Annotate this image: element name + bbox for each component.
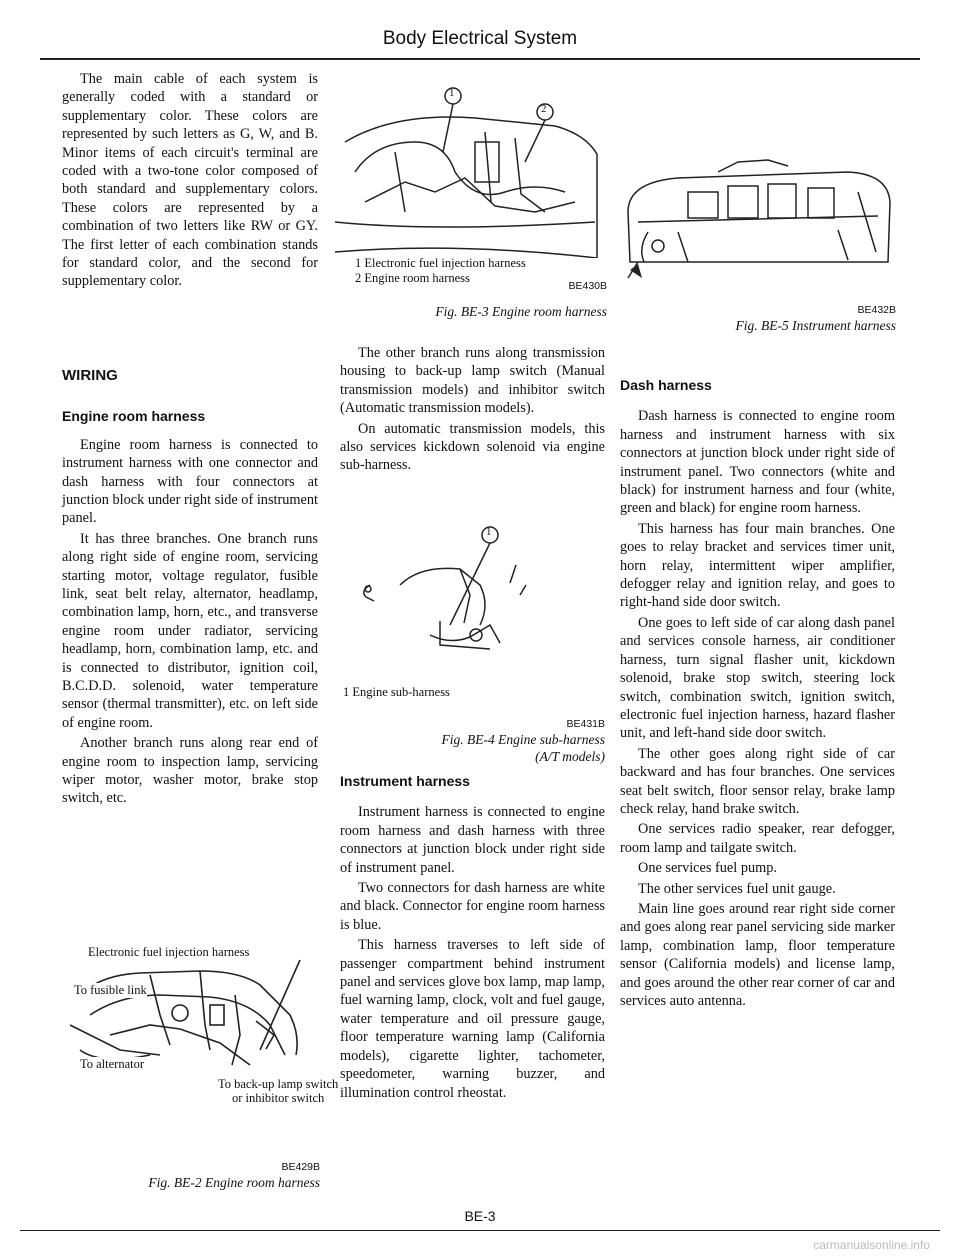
dash-paragraph-2: This harness has four main branches. One goes to relay bracket and services timer unit, horn relay, intermittent wiper amplifier, defogger relay and ignition relay, and goes to right-hand side door switch. <box>620 520 895 611</box>
figure-be-4-code: BE431B <box>566 718 605 730</box>
header-rule <box>40 58 920 60</box>
footer-watermark: carmanualsonline.info <box>813 1238 930 1252</box>
engine-sub-harness-drawing <box>340 525 605 675</box>
dash-paragraph-4: The other goes along right side of car backward and has four branches. One services seat belt switch, floor sensor relay, brake lamp check relay, hand brake switch. <box>620 745 895 817</box>
alternator-label: To alternator <box>80 1057 145 1071</box>
instrument-harness-drawing <box>618 152 896 282</box>
other-branch-paragraph: The other branch runs along transmission housing to back-up lamp switch (Manual transmission models) and inhibitor switch (Automatic transmission models). <box>340 345 605 417</box>
figure-be-5-caption: Fig. BE-5 Instrument harness <box>735 318 896 333</box>
page-number: BE-3 <box>464 1208 496 1224</box>
engine-room-paragraph-3: Another branch runs along rear end of engine room to inspection lamp, servicing wiper motor, washer motor, brake stop switch, etc. <box>62 735 318 807</box>
intro-paragraph: The main cable of each system is generally coded with a standard or supplementary color. These colors are represented by such letters as G, W, and B. Minor items of each circuit's terminal are coded with a two-tone color composed of both standard and supplementary colors. These colors are represented by a combination of two letters like RW or GY. The first letter of each combination stands for standard color, and the second for supplementary color. <box>62 71 318 290</box>
left-column <box>62 70 318 810</box>
figure-be-4-caption-line-1: Fig. BE-4 Engine sub-harness <box>441 732 605 747</box>
instrument-paragraph-1: Instrument harness is connected to engine room harness and dash harness with three connectors at junction block under right side of instrument panel. <box>340 804 605 876</box>
figure-be-3-caption: Fig. BE-3 Engine room harness <box>435 304 607 319</box>
dash-paragraph-1: Dash harness is connected to engine room harness and instrument harness with six connectors at junction block under right side of instrument panel. Two connectors (white and black) for instrument harness and four (white, green and black) for engine room harness. <box>620 408 895 517</box>
efi-harness-label: Electronic fuel injection harness <box>88 945 250 959</box>
engine-room-heading: Engine room harness <box>62 408 206 425</box>
page-header: Body Electrical System <box>382 28 578 49</box>
figure-be-4-marker-1: 1 <box>486 526 492 538</box>
middle-column-lower <box>340 772 605 1104</box>
engine-room-paragraph-2: It has three branches. One branch runs along right side of engine room, servicing starting motor, voltage regulator, fusible link, seat belt relay, alternator, headlamp, combination lamp, horn, etc., and transverse engine room under radiator, servicing headlamp, horn, combination lamp, etc. and is connected to distributor, ignition coil, B.C.D.D. solenoid, water temperature sensor (thermal transmitter), etc. on left side of engine room. <box>62 530 318 731</box>
backup-lamp-label-line-2: or inhibitor switch <box>231 1091 325 1105</box>
middle-column-upper <box>340 344 605 477</box>
figure-be-2 <box>60 945 339 1190</box>
dash-paragraph-6: One services fuel pump. <box>638 860 777 877</box>
legend-item-efi: 1 Electronic fuel injection harness <box>355 256 526 270</box>
backup-lamp-label-line-1: To back-up lamp switch <box>218 1077 339 1091</box>
figure-be-2-code: BE429B <box>281 1161 320 1173</box>
figure-be-3-legend <box>355 256 526 286</box>
figure-be-4-caption-line-2: (A/T models) <box>535 749 605 764</box>
dash-paragraph-7: The other services fuel unit gauge. <box>638 880 836 897</box>
figure-be-3 <box>335 82 607 324</box>
figure-be-5 <box>618 152 896 334</box>
instrument-paragraph-2: Two connectors for dash harness are white and black. Connector for engine room harness is blue. <box>340 880 605 933</box>
figure-be-4-legend: 1 Engine sub-harness <box>343 685 450 699</box>
right-column <box>620 376 895 1012</box>
instrument-paragraph-3: This harness traverses to left side of passenger compartment behind instrument panel and services glove box lamp, map lamp, fuel warning lamp, clock, volt and fuel gauge, water temperature and oil pressure gauge, floor temperature warning lamp (California models), cigarette lighter, tachometer, speedometer, warning buzzer, and illumination control rheostat. <box>340 937 605 1101</box>
fusible-link-label: To fusible link <box>74 983 147 997</box>
dash-paragraph-3: One goes to left side of car along dash panel and services console harness, air conditioner harness, turn signal flasher unit, kickdown solenoid, brake stop switch, steering lock switch, combination switch, ignition switch, electronic fuel injection harness, hazard flasher unit, and left-hand side door switch. <box>620 614 895 742</box>
figure-be-2-caption: Fig. BE-2 Engine room harness <box>148 1175 320 1190</box>
figure-be-3-marker-1: 1 <box>449 87 455 99</box>
figure-be-4-caption <box>442 731 605 765</box>
legend-item-engine-room: 2 Engine room harness <box>355 271 470 285</box>
engine-room-paragraph-1: Engine room harness is connected to instrument harness with one connector and dash harness with four connectors at junction block under right side of instrument panel. <box>62 436 318 527</box>
dash-paragraph-5: One services radio speaker, rear defogger, room lamp and tailgate switch. <box>620 821 895 856</box>
engine-room-harness-3-drawing <box>335 82 607 258</box>
dash-harness-heading: Dash harness <box>620 377 712 393</box>
automatic-transmission-paragraph: On automatic transmission models, this also services kickdown solenoid via engine sub-harness. <box>340 420 605 474</box>
figure-be-3-marker-2: 2 <box>541 103 547 115</box>
footer-rule <box>20 1230 940 1231</box>
instrument-harness-heading: Instrument harness <box>340 773 470 789</box>
figure-be-5-code: BE432B <box>857 304 896 316</box>
figure-be-4 <box>340 525 605 764</box>
dash-paragraph-8: Main line goes around rear right side corner and goes along rear panel servicing side marker lamp, combination lamp, floor temperature sensor (California models) and license lamp, and goes around the other rear corner of car and services auto antenna. <box>620 900 895 1009</box>
backup-lamp-label <box>218 1077 338 1105</box>
wiring-heading: WIRING <box>62 366 118 384</box>
figure-be-3-code: BE430B <box>568 280 607 292</box>
engine-room-harness-drawing <box>60 955 320 1095</box>
